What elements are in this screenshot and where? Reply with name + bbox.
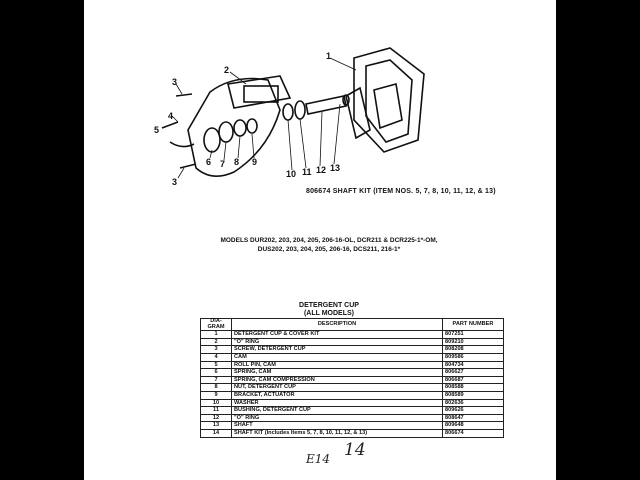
row-part: 809210: [443, 338, 504, 346]
row-part: 807251: [443, 331, 504, 339]
table-title: DETERGENT CUP: [299, 302, 359, 309]
handwritten-code: E14: [306, 452, 331, 466]
table-row: [201, 338, 504, 346]
row-num: 9: [201, 391, 232, 399]
table-row: [201, 361, 504, 369]
header-diagram: DIA- GRAM: [201, 319, 232, 331]
shaft-kit-caption: 806674 SHAFT KIT (ITEM NOS. 5, 7, 8, 10, 11, 12, & 13): [306, 188, 496, 195]
models-line-2: DUS202, 203, 204, 205, 206-16, DCS211, 216-1*: [257, 246, 401, 253]
header-part-number: PART NUMBER: [443, 319, 504, 331]
callout-11: 11: [302, 167, 312, 177]
row-desc: NUT, DETERGENT CUP: [232, 384, 443, 392]
table-header-row: [201, 319, 504, 331]
row-num: 6: [201, 369, 232, 377]
row-num: 7: [201, 376, 232, 384]
row-desc: "O" RING: [232, 338, 443, 346]
table-subtitle: (ALL MODELS): [303, 310, 355, 317]
callout-6: 6: [206, 157, 212, 167]
row-part: 808588: [443, 384, 504, 392]
table-title-block: [204, 302, 454, 318]
row-part: 802636: [443, 399, 504, 407]
table-row: [201, 414, 504, 422]
row-part: 804734: [443, 361, 504, 369]
callout-9: 9: [252, 157, 258, 167]
callout-13: 13: [330, 163, 341, 173]
callout-10: 10: [286, 169, 297, 179]
table-row: [201, 376, 504, 384]
callout-7: 7: [220, 159, 226, 169]
row-part: 809648: [443, 422, 504, 430]
row-num: 14: [201, 429, 232, 437]
table-row: [201, 429, 504, 437]
row-part: 809586: [443, 353, 504, 361]
table-row: [201, 391, 504, 399]
callout-12: 12: [316, 165, 327, 175]
row-desc: BUSHING, DETERGENT CUP: [232, 407, 443, 415]
row-part: 806687: [443, 376, 504, 384]
row-part: 806627: [443, 369, 504, 377]
row-num: 10: [201, 399, 232, 407]
table-row: [201, 384, 504, 392]
row-desc: SPRING, CAM COMPRESSION: [232, 376, 443, 384]
handwritten-page-number: 14: [344, 440, 366, 460]
callout-3-bottom: 3: [172, 177, 178, 187]
table-row: [201, 346, 504, 354]
callout-1: 1: [326, 51, 332, 61]
table-row: [201, 331, 504, 339]
row-num: 4: [201, 353, 232, 361]
models-list: [144, 236, 514, 254]
row-desc: SCREW, DETERGENT CUP: [232, 346, 443, 354]
callout-4: 4: [168, 111, 174, 121]
row-part: 809626: [443, 407, 504, 415]
models-line-1: MODELS DUR202, 203, 204, 205, 206-16-OL, DCR211 & DCR225-1*-OM,: [220, 237, 438, 244]
row-desc: BRACKET, ACTUATOR: [232, 391, 443, 399]
row-desc: "O" RING: [232, 414, 443, 422]
row-part: 808647: [443, 414, 504, 422]
table-row: [201, 407, 504, 415]
row-desc: ROLL PIN, CAM: [232, 361, 443, 369]
callout-3-top: 3: [172, 77, 178, 87]
row-num: 5: [201, 361, 232, 369]
row-num: 1: [201, 331, 232, 339]
row-desc: DETERGENT CUP & COVER KIT: [232, 331, 443, 339]
row-desc: SPRING, CAM: [232, 369, 443, 377]
exploded-parts-diagram: [84, 0, 556, 230]
table-row: [201, 353, 504, 361]
row-part: 808589: [443, 391, 504, 399]
table-row: [201, 399, 504, 407]
row-part: 808208: [443, 346, 504, 354]
row-num: 3: [201, 346, 232, 354]
table-row: [201, 422, 504, 430]
callout-5: 5: [154, 125, 160, 135]
row-desc: WASHER: [232, 399, 443, 407]
row-num: 11: [201, 407, 232, 415]
parts-table: [200, 318, 504, 438]
header-description: DESCRIPTION: [232, 319, 443, 331]
row-part: 806674: [443, 429, 504, 437]
parts-sheet: [84, 0, 556, 480]
row-num: 8: [201, 384, 232, 392]
row-num: 12: [201, 414, 232, 422]
table-row: [201, 369, 504, 377]
row-desc: CAM: [232, 353, 443, 361]
row-desc: SHAFT KIT (Includes Items 5, 7, 8, 10, 11, 12, & 13): [232, 429, 443, 437]
row-num: 2: [201, 338, 232, 346]
detergent-cup-cover: [354, 48, 424, 152]
callout-8: 8: [234, 157, 240, 167]
row-desc: SHAFT: [232, 422, 443, 430]
row-num: 13: [201, 422, 232, 430]
callout-2: 2: [224, 65, 230, 75]
